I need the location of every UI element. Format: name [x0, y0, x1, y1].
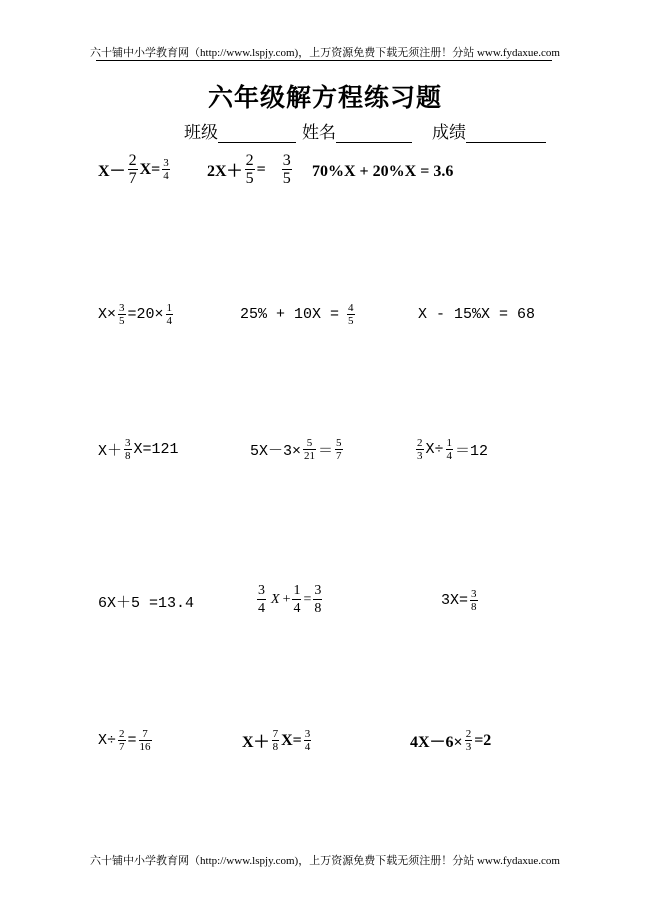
problem-13: X÷ $\frac{2}{7}$ = $\frac{7}{16}$: [98, 728, 151, 753]
fraction: $\frac{1}{4}$: [446, 437, 453, 462]
problem-3: 70%X + 20%X = 3.6: [312, 163, 454, 180]
score-label: 成绩: [432, 123, 466, 143]
fraction: $\frac{4}{5}$: [348, 302, 354, 327]
problem-1: X－ $\frac{2}{7}$ X= $\frac{3}{4}$: [98, 152, 169, 187]
fraction: $\frac{3}{4}$: [258, 583, 265, 616]
problem-12: 3X= $\frac{3}{8}$: [441, 588, 477, 613]
name-field: [302, 118, 412, 143]
fraction: $\frac{1}{4}$: [293, 583, 301, 616]
fraction: $\frac{2}{7}$: [128, 152, 137, 187]
fraction: $\frac{2}{3}$: [465, 728, 472, 753]
fraction: $\frac{7}{8}$: [272, 728, 279, 753]
fraction: $\frac{3}{8}$: [314, 583, 322, 616]
problem-11: $\frac{3}{4}$ X + $\frac{1}{4}$ = $\frac{3}{8}$: [258, 583, 322, 616]
fraction: $\frac{5}{21}$: [304, 437, 316, 462]
fraction: $\frac{1}{4}$: [166, 302, 173, 327]
fraction: $\frac{2}{5}$: [245, 152, 254, 187]
score-blank: [466, 124, 546, 143]
problem-5: 25% + 10X = $\frac{4}{5}$: [240, 302, 354, 327]
problem-6: X - 15%X = 68: [418, 306, 536, 323]
fraction: $\frac{3}{8}$: [125, 437, 131, 462]
name-blank: [336, 124, 412, 143]
problem-4: X× $\frac{3}{5}$ =20× $\frac{1}{4}$: [98, 302, 173, 327]
header-divider: [96, 60, 552, 61]
fraction: $\frac{7}{16}$: [139, 728, 151, 753]
page-header: 六十铺中小学教育网（http://www.lspjy.com)，上万资源免费下载无须注册！分站 www.fydaxue.com: [90, 47, 560, 59]
name-label: 姓名: [302, 123, 336, 143]
problem-8: 5X－3× $\frac{5}{21}$ ＝ $\frac{5}{7}$: [250, 437, 342, 462]
page-footer: 六十铺中小学教育网（http://www.lspjy.com)，上万资源免费下载无须注册！分站 www.fydaxue.com: [90, 855, 560, 867]
fraction: $\frac{2}{3}$: [417, 437, 423, 462]
fraction: $\frac{2}{7}$: [119, 728, 125, 753]
fraction: $\frac{5}{7}$: [336, 437, 342, 462]
fraction: $\frac{3}{4}$: [163, 157, 169, 182]
fraction: $\frac{3}{4}$: [304, 728, 311, 753]
fraction: $\frac{3}{8}$: [471, 588, 477, 613]
score-field: [432, 118, 546, 143]
problem-9: $\frac{2}{3}$ X÷ $\frac{1}{4}$ ＝12: [417, 437, 489, 462]
class-field: [184, 118, 296, 143]
class-label: 班级: [184, 123, 218, 143]
class-blank: [218, 124, 296, 143]
fraction: $\frac{3}{5}$: [119, 302, 125, 327]
fraction: $\frac{3}{5}$: [282, 152, 291, 187]
problem-14: X＋ $\frac{7}{8}$ X= $\frac{3}{4}$: [242, 728, 311, 753]
problem-15: 4X－6× $\frac{2}{3}$ =2: [410, 728, 492, 753]
problem-7: X＋ $\frac{3}{8}$ X=121: [98, 437, 179, 462]
problem-2: 2X＋ $\frac{2}{5}$ = $\frac{3}{5}$: [207, 152, 291, 187]
problem-10: 6X＋5 =13.4: [98, 595, 195, 612]
page-title: 六年级解方程练习题: [207, 83, 442, 112]
